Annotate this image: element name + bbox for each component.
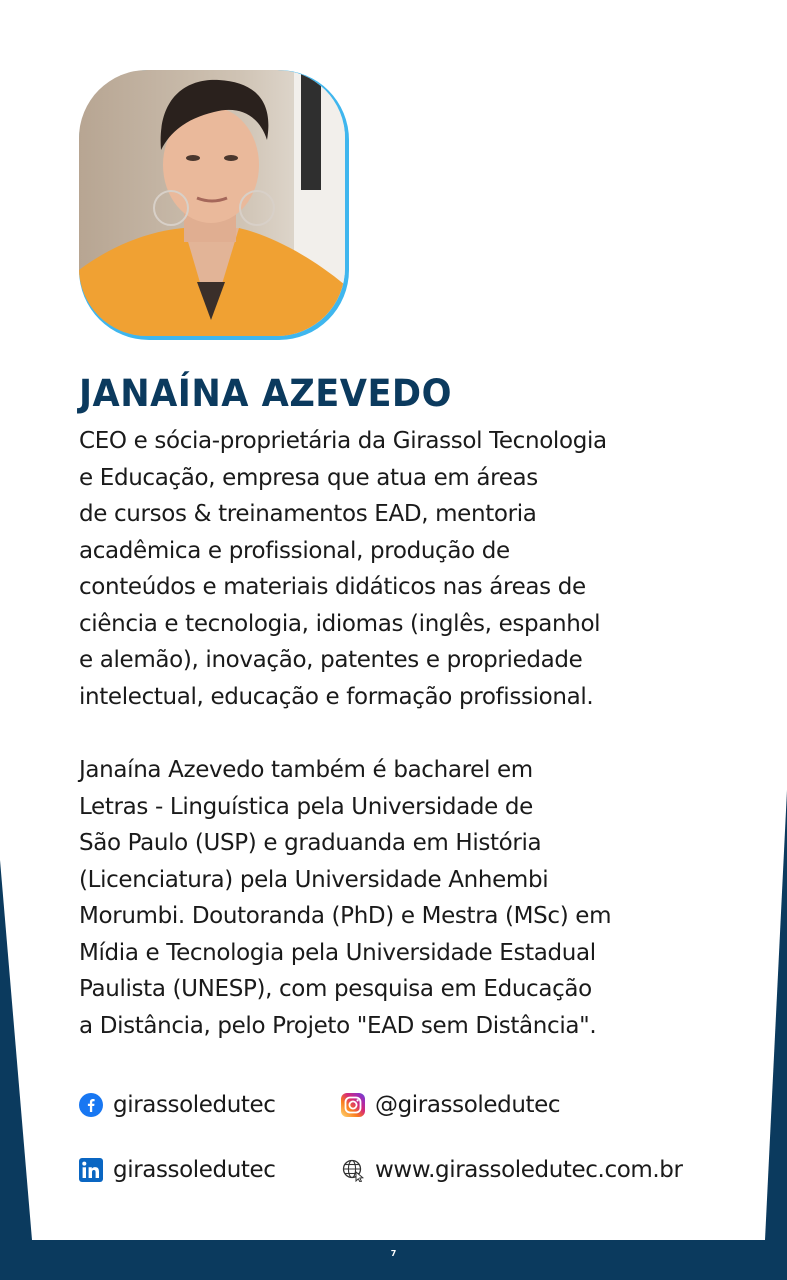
facebook-icon (79, 1093, 103, 1117)
instagram-link[interactable] (341, 1092, 560, 1118)
bio-line: acadêmica e profissional, produção de (79, 537, 510, 564)
linkedin-link[interactable] (79, 1157, 276, 1183)
bio-line: Paulista (UNESP), com pesquisa em Educação (79, 976, 592, 1002)
website-url: www.girassoledutec.com.br (375, 1157, 683, 1183)
bio-line: conteúdos e materiais didáticos nas áreas de (79, 574, 586, 600)
page-number: 7 (390, 1249, 397, 1258)
bio-paragraph-2 (79, 752, 739, 1044)
bio-line: Morumbi. Doutoranda (PhD) e Mestra (MSc) em (79, 903, 612, 929)
linkedin-icon (79, 1158, 103, 1182)
bio-paragraph-1 (79, 423, 739, 715)
website-link[interactable] (341, 1157, 683, 1183)
bio-line: e Educação, empresa que atua em áreas (79, 464, 538, 491)
instagram-icon (341, 1093, 365, 1117)
profile-photo (79, 70, 345, 336)
facebook-link[interactable] (79, 1092, 276, 1118)
bio-line: Mídia e Tecnologia pela Universidade Estadual (79, 939, 596, 966)
globe-icon (341, 1158, 365, 1182)
bio-line: Letras - Linguística pela Universidade de (79, 793, 533, 820)
bio-line: CEO e sócia-proprietária da Girassol Tecnologia (79, 428, 607, 454)
bio-line: a Distância, pelo Projeto "EAD sem Distância". (79, 1012, 597, 1039)
linkedin-handle: girassoledutec (113, 1157, 276, 1183)
bio-line: Janaína Azevedo também é bacharel em (79, 757, 533, 783)
instagram-handle: @girassoledutec (375, 1092, 561, 1118)
bio-line: de cursos & treinamentos EAD, mentoria (79, 501, 537, 527)
bio-line: (Licenciatura) pela Universidade Anhembi (79, 866, 549, 893)
footer-bar (0, 1240, 787, 1280)
bio-line: intelectual, educação e formação profissional. (79, 683, 594, 710)
person-name: JANAÍNA AZEVEDO (79, 372, 452, 415)
facebook-handle: girassoledutec (113, 1092, 276, 1118)
bio-line: ciência e tecnologia, idiomas (inglês, espanhol (79, 610, 601, 637)
bio-line: São Paulo (USP) e graduanda em História (79, 830, 542, 856)
bio-line: e alemão), inovação, patentes e propriedade (79, 647, 583, 673)
